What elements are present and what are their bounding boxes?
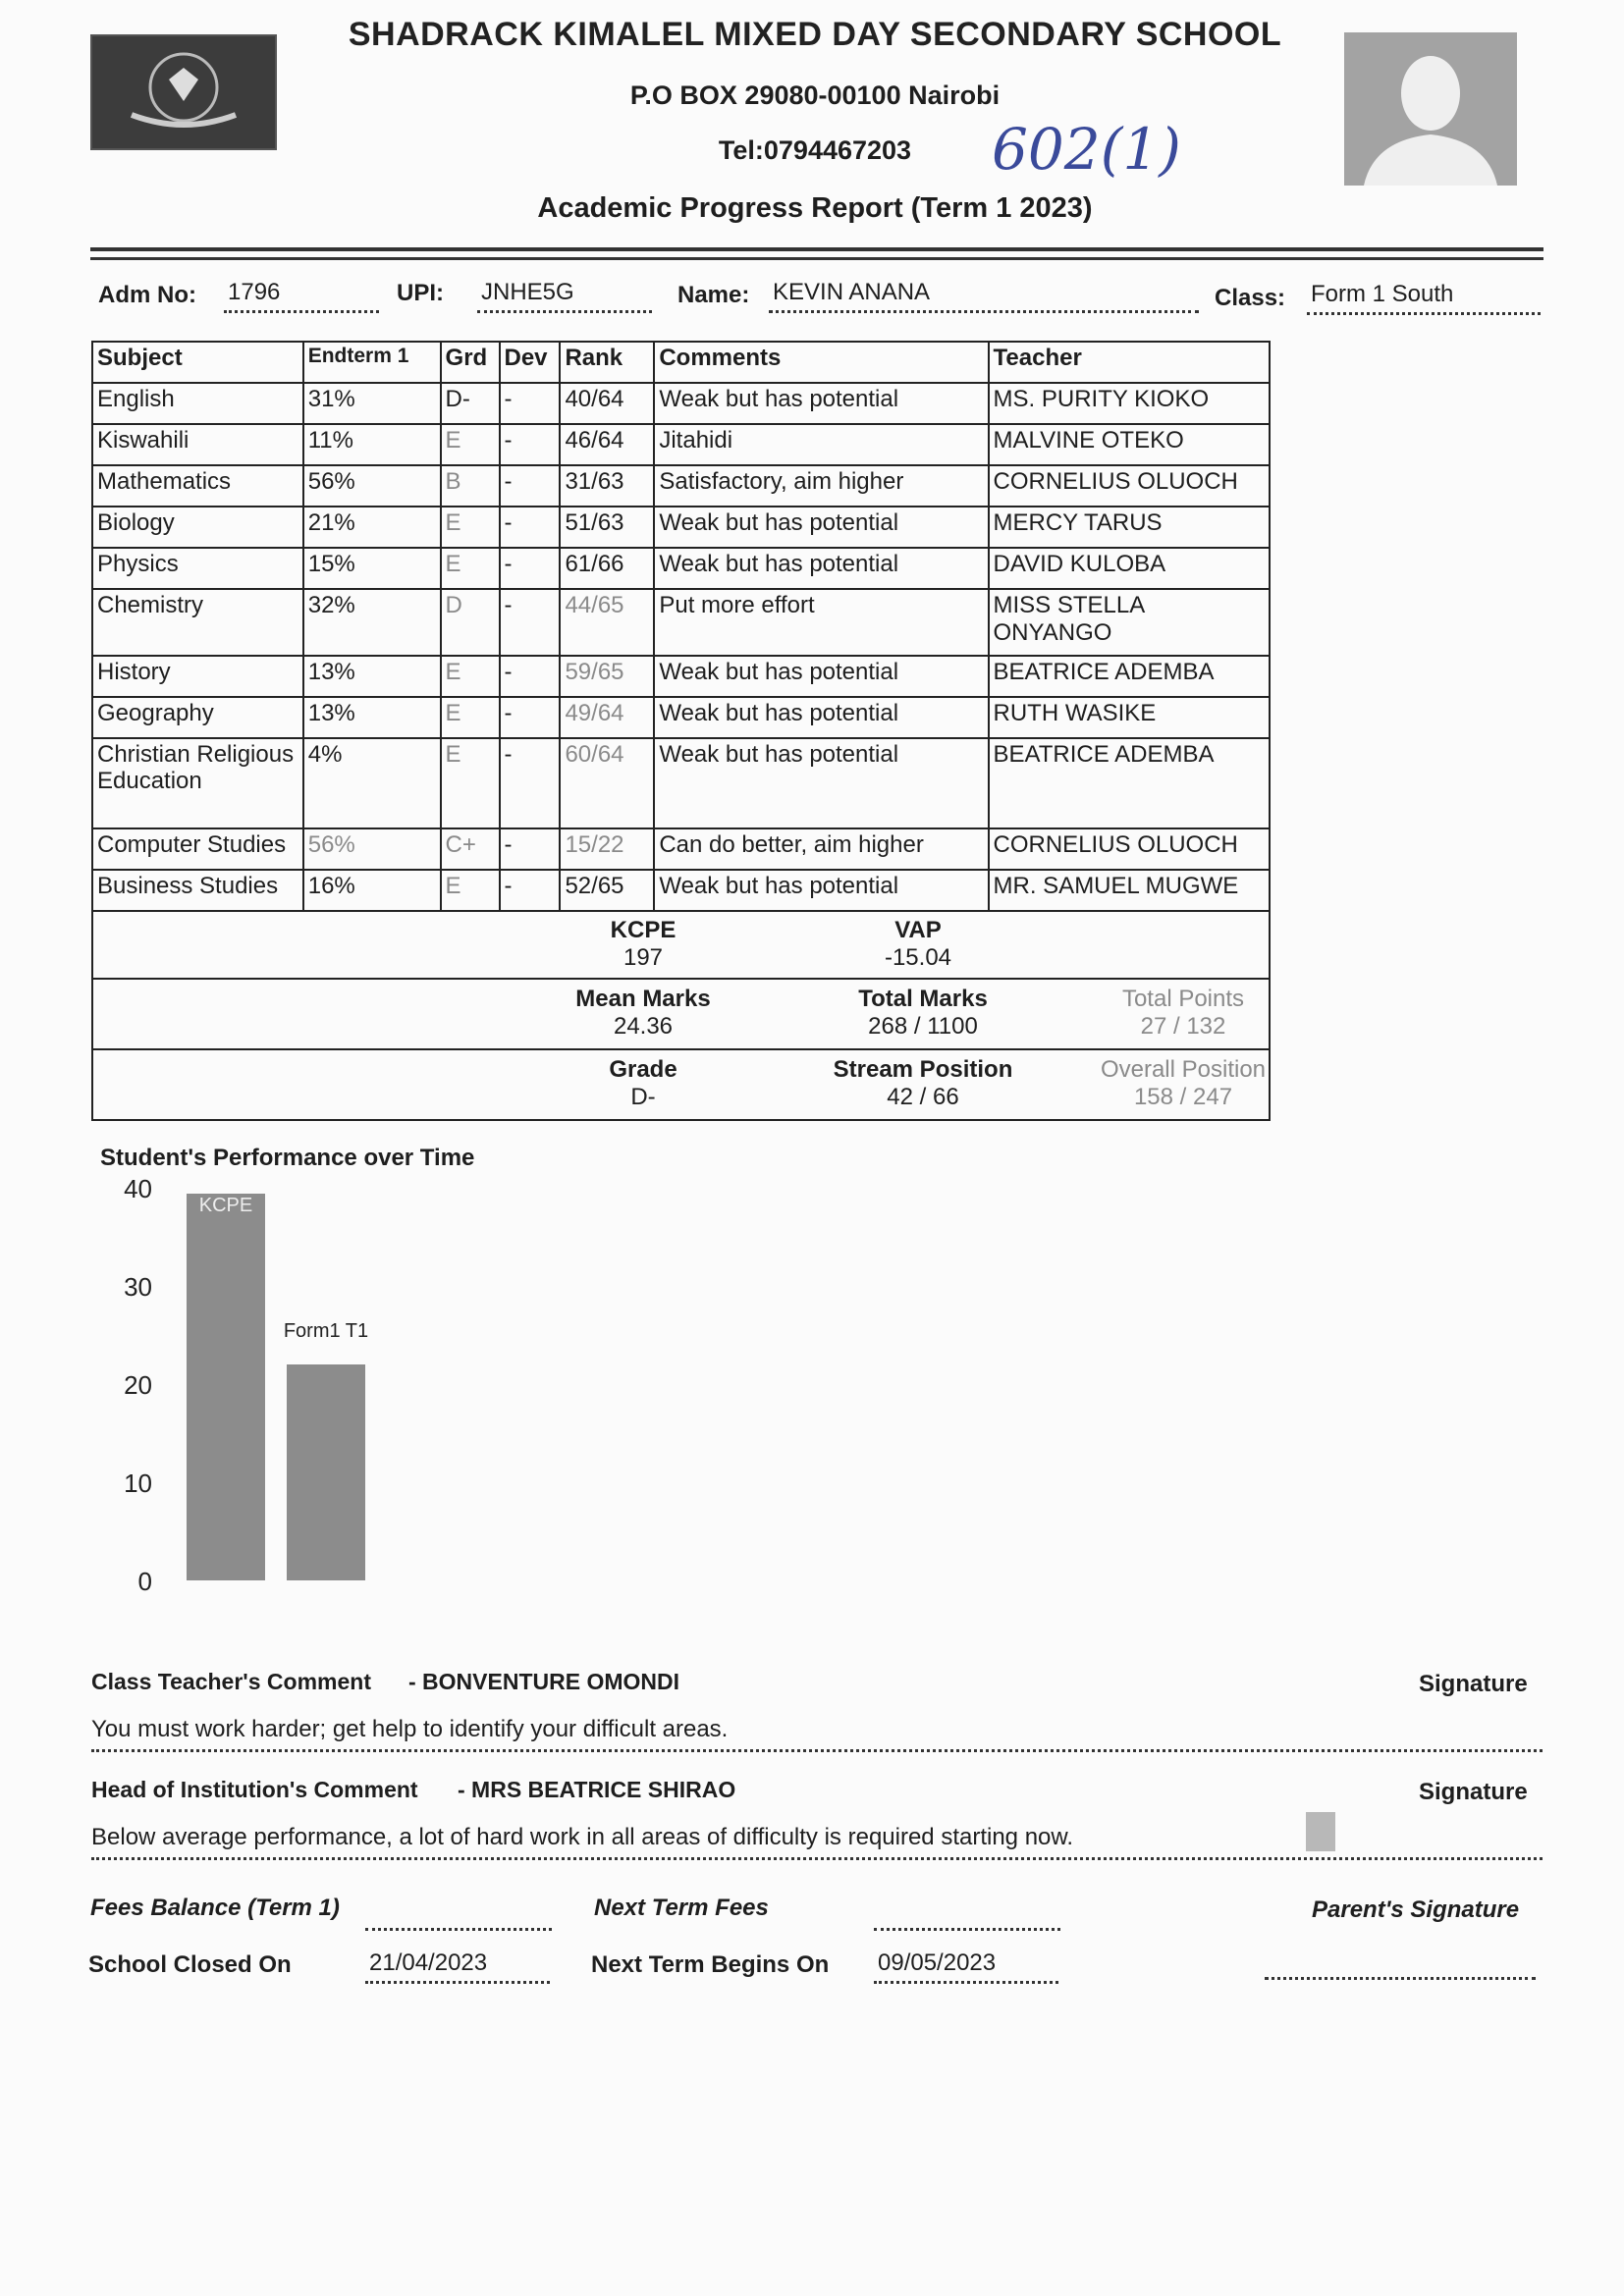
overall-position-value: 158 / 247 (1133, 1084, 1233, 1110)
cell-dev: - (500, 656, 561, 697)
cell-score: 13% (303, 697, 441, 738)
cell-subject: Computer Studies (92, 828, 303, 870)
mean-marks-value: 24.36 (613, 1013, 674, 1040)
cell-dev: - (500, 383, 561, 424)
table-row (92, 828, 1270, 870)
fees-balance-field (365, 1928, 552, 1931)
table-row (92, 424, 1270, 465)
cell-teacher: MS. PURITY KIOKO (989, 383, 1270, 424)
cell-grade: E (441, 697, 500, 738)
class-teacher-name: - BONVENTURE OMONDI (408, 1669, 679, 1694)
cell-subject: Geography (92, 697, 303, 738)
header-rule (90, 257, 1543, 260)
cell-dev: - (500, 507, 561, 548)
fees-balance-label: Fees Balance (Term 1) (90, 1895, 340, 1921)
cell-subject: Physics (92, 548, 303, 589)
school-name: SHADRACK KIMALEL MIXED DAY SECONDARY SCHOOL (348, 16, 1282, 53)
col-comments: Comments (654, 342, 988, 383)
table-row (92, 656, 1270, 697)
cell-score: 15% (303, 548, 441, 589)
col-grade: Grd (441, 342, 500, 383)
adm-label: Adm No: (98, 282, 196, 308)
cell-teacher: MISS STELLA ONYANGO (989, 589, 1270, 656)
cell-comment: Weak but has potential (654, 656, 988, 697)
upi-label: UPI: (397, 280, 444, 306)
cell-grade: E (441, 656, 500, 697)
cell-comment: Weak but has potential (654, 738, 988, 828)
upi-value: JNHE5G (477, 279, 652, 313)
po-box: P.O BOX 29080-00100 Nairobi (629, 80, 1001, 110)
cell-grade: C+ (441, 828, 500, 870)
y-tick-label: 10 (124, 1468, 152, 1498)
total-marks-value: 268 / 1100 (868, 1013, 978, 1040)
cell-score: 31% (303, 383, 441, 424)
table-row (92, 465, 1270, 507)
cell-teacher: CORNELIUS OLUOCH (989, 828, 1270, 870)
performance-chart (93, 1148, 1566, 1600)
cell-subject: Kiswahili (92, 424, 303, 465)
cell-grade: E (441, 548, 500, 589)
cell-score: 32% (303, 589, 441, 656)
cell-rank: 51/63 (560, 507, 654, 548)
total-points-value: 27 / 132 (1140, 1013, 1226, 1040)
cell-comment: Weak but has potential (654, 870, 988, 911)
cell-grade: E (441, 870, 500, 911)
cell-dev: - (500, 697, 561, 738)
cell-rank: 15/22 (560, 828, 654, 870)
marks-table (91, 341, 1271, 912)
school-closed-value: 21/04/2023 (365, 1949, 550, 1984)
vap-label: VAP (894, 917, 942, 943)
cell-subject: History (92, 656, 303, 697)
table-row (92, 697, 1270, 738)
head-name: - MRS BEATRICE SHIRAO (458, 1777, 736, 1802)
bar (187, 1194, 265, 1580)
head-comment-label: Head of Institution's Comment (91, 1777, 418, 1802)
kcpe-value: 197 (623, 944, 664, 971)
next-term-fees-label: Next Term Fees (594, 1895, 769, 1921)
bar (287, 1364, 365, 1580)
class-value: Form 1 South (1307, 281, 1541, 315)
cell-teacher: BEATRICE ADEMBA (989, 656, 1270, 697)
overall-position-label: Overall Position (1100, 1056, 1267, 1083)
head-signature-label: Signature (1419, 1779, 1528, 1805)
cell-comment: Weak but has potential (654, 697, 988, 738)
class-teacher-signature-label: Signature (1419, 1671, 1528, 1697)
cell-teacher: CORNELIUS OLUOCH (989, 465, 1270, 507)
signature-stamp (1306, 1812, 1335, 1851)
adm-value: 1796 (224, 279, 379, 313)
table-row (92, 738, 1270, 828)
name-label: Name: (677, 282, 750, 308)
cell-grade: D (441, 589, 500, 656)
y-tick-label: 30 (124, 1272, 152, 1302)
grade-value: D- (630, 1084, 656, 1110)
cell-comment: Jitahidi (654, 424, 988, 465)
class-teacher-comment: You must work harder; get help to identify your difficult areas. (91, 1716, 1543, 1752)
y-tick-label: 0 (137, 1567, 152, 1596)
header-rule (90, 247, 1543, 251)
next-term-fees-field (874, 1928, 1060, 1931)
cell-grade: E (441, 738, 500, 828)
cell-rank: 59/65 (560, 656, 654, 697)
bar-label: KCPE (198, 1195, 253, 1216)
cell-grade: E (441, 507, 500, 548)
stream-position-value: 42 / 66 (887, 1084, 959, 1110)
class-teacher-comment-label: Class Teacher's Comment (91, 1669, 371, 1694)
cell-grade: B (441, 465, 500, 507)
cell-subject: Christian Religious Education (92, 738, 303, 828)
cell-rank: 60/64 (560, 738, 654, 828)
table-header-row (92, 342, 1270, 383)
col-rank: Rank (560, 342, 654, 383)
telephone: Tel:0794467203 (718, 135, 912, 165)
cell-score: 21% (303, 507, 441, 548)
cell-rank: 31/63 (560, 465, 654, 507)
summary-kcpe-box (91, 911, 1271, 980)
cell-dev: - (500, 465, 561, 507)
cell-comment: Weak but has potential (654, 383, 988, 424)
stream-position-label: Stream Position (833, 1056, 1013, 1083)
cell-teacher: MERCY TARUS (989, 507, 1270, 548)
cell-score: 56% (303, 828, 441, 870)
cell-rank: 44/65 (560, 589, 654, 656)
cell-dev: - (500, 589, 561, 656)
table-row (92, 507, 1270, 548)
cell-rank: 52/65 (560, 870, 654, 911)
cell-teacher: MR. SAMUEL MUGWE (989, 870, 1270, 911)
summary-marks-box (91, 978, 1271, 1050)
cell-teacher: MALVINE OTEKO (989, 424, 1270, 465)
cell-comment: Put more effort (654, 589, 988, 656)
cell-rank: 40/64 (560, 383, 654, 424)
bar-label: Form1 T1 (283, 1320, 369, 1342)
y-tick-label: 40 (124, 1174, 152, 1203)
table-row (92, 870, 1270, 911)
cell-rank: 46/64 (560, 424, 654, 465)
table-row (92, 383, 1270, 424)
col-teacher: Teacher (989, 342, 1270, 383)
cell-subject: Biology (92, 507, 303, 548)
cell-rank: 61/66 (560, 548, 654, 589)
chart-title: Student's Performance over Time (100, 1145, 475, 1171)
grade-label: Grade (609, 1056, 677, 1083)
col-endterm: Endterm 1 (303, 342, 441, 383)
cell-score: 13% (303, 656, 441, 697)
report-title: Academic Progress Report (Term 1 2023) (537, 192, 1093, 224)
parents-signature-label: Parent's Signature (1312, 1896, 1520, 1923)
summary-position-box (91, 1048, 1271, 1121)
name-value: KEVIN ANANA (769, 279, 1199, 313)
handwritten-note: 602(1) (992, 116, 1181, 183)
table-row (92, 589, 1270, 656)
cell-teacher: DAVID KULOBA (989, 548, 1270, 589)
cell-grade: D- (441, 383, 500, 424)
y-tick-label: 20 (124, 1370, 152, 1400)
cell-comment: Weak but has potential (654, 507, 988, 548)
cell-score: 56% (303, 465, 441, 507)
cell-dev: - (500, 424, 561, 465)
total-points-label: Total Points (1121, 986, 1245, 1012)
student-photo (1344, 32, 1517, 186)
cell-dev: - (500, 738, 561, 828)
cell-score: 16% (303, 870, 441, 911)
next-term-begins-value: 09/05/2023 (874, 1949, 1058, 1984)
school-closed-label: School Closed On (88, 1951, 292, 1978)
cell-teacher: RUTH WASIKE (989, 697, 1270, 738)
total-marks-label: Total Marks (858, 986, 988, 1012)
cell-comment: Satisfactory, aim higher (654, 465, 988, 507)
cell-subject: Mathematics (92, 465, 303, 507)
vap-value: -15.04 (884, 944, 952, 971)
table-row (92, 548, 1270, 589)
cell-grade: E (441, 424, 500, 465)
mean-marks-label: Mean Marks (575, 986, 711, 1012)
kcpe-label: KCPE (610, 917, 677, 943)
cell-subject: English (92, 383, 303, 424)
cell-teacher: BEATRICE ADEMBA (989, 738, 1270, 828)
cell-dev: - (500, 548, 561, 589)
col-dev: Dev (500, 342, 561, 383)
cell-subject: Business Studies (92, 870, 303, 911)
cell-score: 4% (303, 738, 441, 828)
cell-rank: 49/64 (560, 697, 654, 738)
col-subject: Subject (92, 342, 303, 383)
cell-dev: - (500, 870, 561, 911)
cell-subject: Chemistry (92, 589, 303, 656)
cell-comment: Can do better, aim higher (654, 828, 988, 870)
cell-dev: - (500, 828, 561, 870)
head-comment: Below average performance, a lot of hard work in all areas of difficulty is required starting now. (91, 1824, 1543, 1860)
parents-signature-field (1265, 1977, 1536, 1980)
cell-comment: Weak but has potential (654, 548, 988, 589)
school-logo (90, 34, 277, 150)
next-term-begins-label: Next Term Begins On (591, 1951, 830, 1978)
class-label: Class: (1215, 285, 1286, 311)
cell-score: 11% (303, 424, 441, 465)
